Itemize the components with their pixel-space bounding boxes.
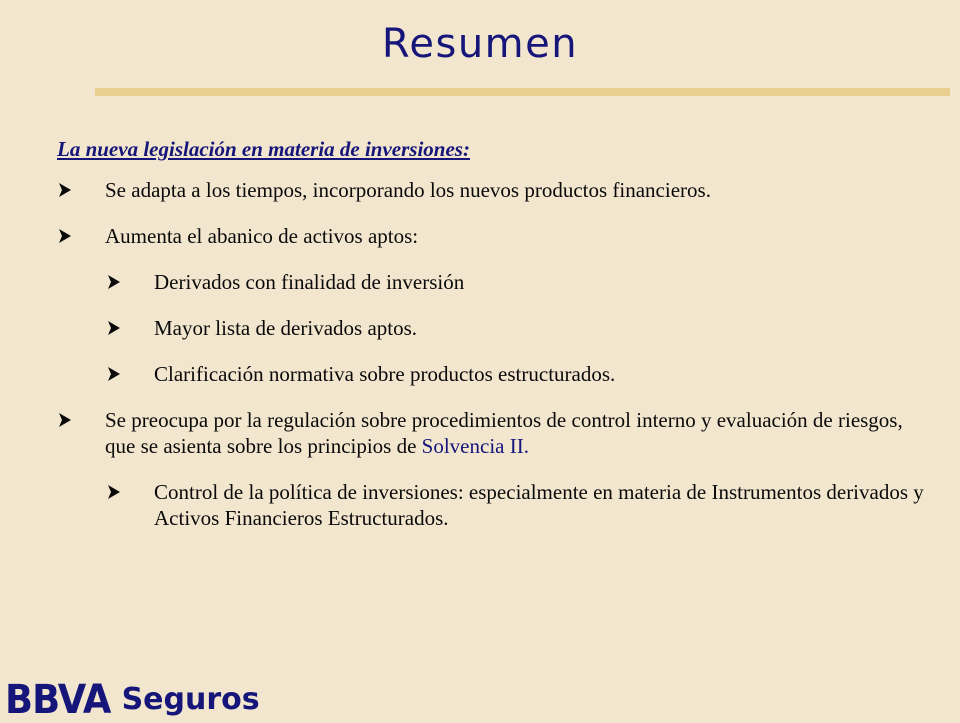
arrow-bullet-icon	[106, 315, 154, 341]
sub-bullet-item	[57, 361, 937, 387]
bullet-text-main: Se preocupa por la regulación sobre procedimientos de control interno y evaluación de riesgos, que se asienta sobre los principios de	[105, 408, 903, 458]
bullet-text: Se adapta a los tiempos, incorporando los nuevos productos financieros.	[105, 178, 711, 202]
sub-bullet-item	[57, 315, 937, 341]
arrow-bullet-icon	[57, 223, 105, 249]
solvencia-highlight: Solvencia II.	[421, 434, 529, 458]
bullet-text: Derivados con finalidad de inversión	[154, 270, 465, 294]
bullet-item	[57, 177, 937, 203]
bullet-text: Control de la política de inversiones: especialmente en materia de Instrumentos derivados y Activos Financieros Estructurados.	[154, 480, 924, 530]
seguros-logo-text: Seguros	[121, 682, 260, 717]
arrow-bullet-icon	[57, 407, 105, 433]
page-title: Resumen	[381, 21, 579, 67]
bullet-text: Mayor lista de derivados aptos.	[154, 316, 418, 340]
slide-subtitle: La nueva legislación en materia de inversiones:	[57, 137, 470, 161]
sub-bullet-item	[57, 479, 937, 531]
bullet-item	[57, 223, 937, 249]
bullet-text	[105, 407, 937, 459]
sub-bullet-item	[57, 269, 937, 295]
bullet-text: Aumenta el abanico de activos aptos:	[105, 224, 419, 248]
arrow-bullet-icon	[57, 177, 105, 203]
arrow-bullet-icon	[106, 361, 154, 387]
bbva-logo-mark: BBVA	[5, 677, 111, 723]
bullet-text: Clarificación normativa sobre productos estructurados.	[154, 362, 616, 386]
arrow-bullet-icon	[106, 269, 154, 295]
bullet-item	[57, 407, 937, 459]
arrow-bullet-icon	[106, 479, 154, 505]
title-rule	[95, 88, 950, 96]
bbva-seguros-logo	[5, 677, 260, 723]
slide-content	[57, 136, 937, 551]
